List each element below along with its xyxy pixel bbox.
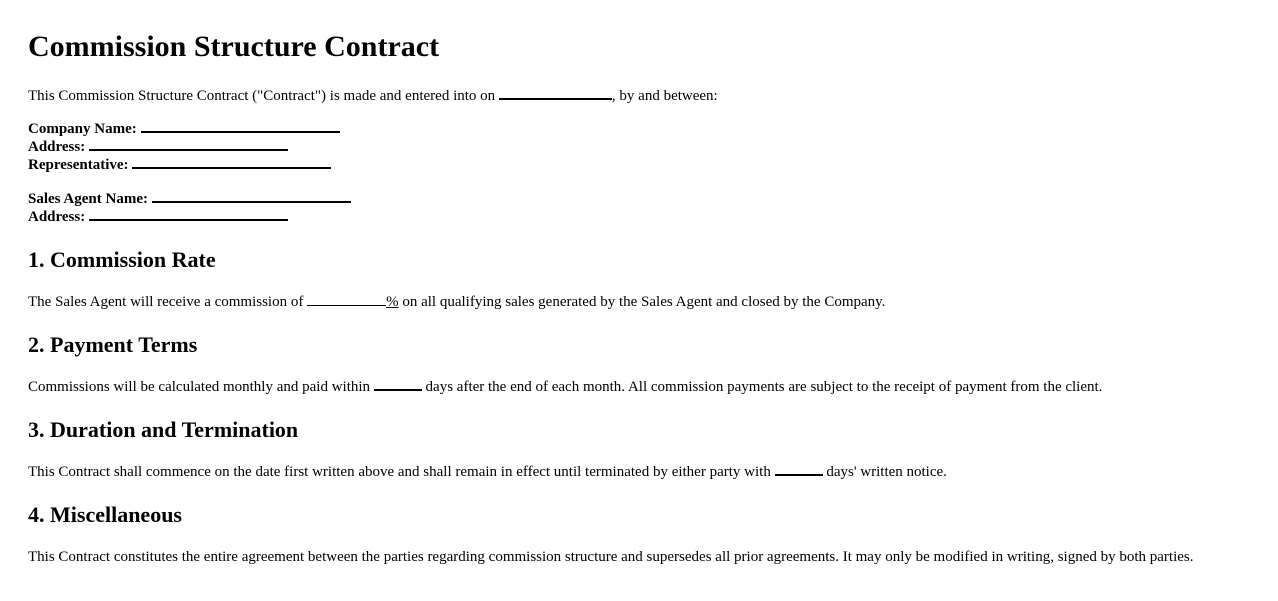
- commission-percent-sign: %: [386, 294, 399, 310]
- section-text-duration: [28, 463, 947, 481]
- company-name-blank[interactable]: [141, 131, 340, 133]
- company-name-line: [28, 120, 340, 138]
- intro-text-before: This Commission Structure Contract ("Contract") is made and entered into on: [28, 88, 499, 104]
- section-heading-duration: 3. Duration and Termination: [28, 417, 299, 442]
- agent-name-blank[interactable]: [152, 201, 351, 203]
- agent-address-blank[interactable]: [89, 219, 288, 221]
- commission-text-after: on all qualifying sales generated by the Sales Agent and closed by the Company.: [398, 294, 886, 310]
- section-heading-commission-rate: 1. Commission Rate: [28, 247, 216, 272]
- intro-paragraph: [28, 87, 718, 105]
- company-address-label: Address:: [28, 139, 86, 155]
- payment-text-after: days after the end of each month. All commission payments are subject to the receipt of payment from the client.: [421, 379, 1103, 395]
- duration-text-before: This Contract shall commence on the date first written above and shall remain in effect until terminated by either party with: [28, 464, 775, 480]
- page-title: Commission Structure Contract: [28, 30, 440, 63]
- section-text-miscellaneous: This Contract constitutes the entire agreement between the parties regarding commission structure and supersedes all prior agreements. It may only be modified in writing, signed by both parties.: [28, 549, 1194, 565]
- payment-text-before: Commissions will be calculated monthly and paid within: [28, 379, 374, 395]
- agent-name-line: [28, 190, 351, 208]
- commission-text-before: The Sales Agent will receive a commission of: [28, 294, 308, 310]
- notice-days-blank[interactable]: [775, 474, 823, 476]
- company-representative-label: Representative:: [28, 157, 129, 173]
- company-address-blank[interactable]: [89, 149, 288, 151]
- intro-text-after: , by and between:: [611, 88, 718, 104]
- company-representative-blank[interactable]: [132, 167, 331, 169]
- agent-address-line: [28, 208, 288, 226]
- payment-days-blank[interactable]: [374, 389, 422, 391]
- company-address-line: [28, 138, 288, 156]
- company-representative-line: [28, 156, 331, 174]
- agent-address-label: Address:: [28, 209, 86, 225]
- section-text-commission-rate: [28, 293, 885, 311]
- section-heading-miscellaneous: 4. Miscellaneous: [28, 502, 182, 527]
- section-heading-payment-terms: 2. Payment Terms: [28, 332, 198, 357]
- company-name-label: Company Name:: [28, 121, 137, 137]
- agent-name-label: Sales Agent Name:: [28, 191, 148, 207]
- contract-date-blank[interactable]: [499, 98, 612, 100]
- section-text-payment-terms: [28, 378, 1102, 396]
- duration-text-after: days' written notice.: [822, 464, 947, 480]
- commission-rate-blank[interactable]: [307, 305, 386, 306]
